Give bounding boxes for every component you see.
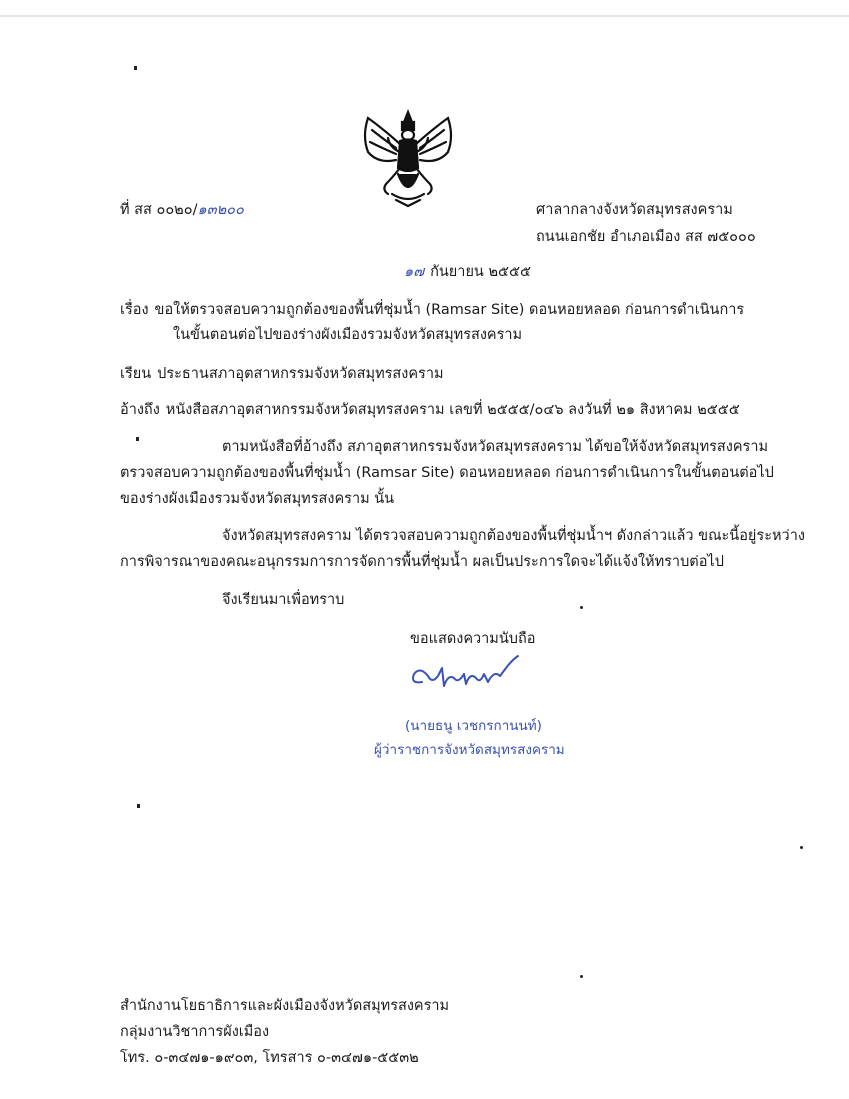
- scan-edge: [0, 15, 849, 17]
- recipient: ประธานสภาอุตสาหกรรมจังหวัดสมุทรสงคราม: [157, 366, 444, 382]
- handwritten-signature: [408, 654, 524, 694]
- scan-speck: [137, 804, 140, 808]
- scan-speck: [136, 437, 139, 441]
- date-month-year: กันยายน ๒๕๕๕: [430, 264, 531, 280]
- subject-label: เรื่อง: [120, 302, 149, 318]
- reference-to-text: หนังสือสภาอุตสาหกรรมจังหวัดสมุทรสงคราม เลขที่ ๒๕๕๕/๐๔๖ ลงวันที่ ๒๑ สิงหาคม ๒๕๕๕: [165, 402, 740, 418]
- paragraph1-line3: ของร่างผังเมืองรวมจังหวัดสมุทรสงคราม นั้น: [120, 491, 395, 507]
- subject-line1: ขอให้ตรวจสอบความถูกต้องของพื้นที่ชุ่มน้ำ (Ramsar Site) ดอนหอยหลอด ก่อนการดำเนินการ: [154, 302, 745, 318]
- scan-speck: [800, 846, 803, 849]
- reference-label: ที่ สส ๐๐๒๐/: [120, 202, 198, 218]
- footer-division: กลุ่มงานวิชาการผังเมือง: [120, 1024, 270, 1040]
- paragraph2-line2: การพิจารณาของคณะอนุกรรมการการจัดการพื้นที่ชุ่มน้ำ ผลเป็นประการใดจะได้แจ้งให้ทราบต่อไป: [120, 554, 724, 570]
- sender-address-line1: ศาลากลางจังหวัดสมุทรสงคราม: [536, 202, 733, 218]
- handwritten-reference: ๑๓๒๐๐: [197, 202, 244, 218]
- garuda-emblem: [356, 108, 460, 210]
- letter-date: [404, 260, 531, 283]
- subject: [120, 298, 744, 321]
- scan-speck: [580, 975, 583, 978]
- reference-number: [120, 198, 244, 221]
- salutation-label: เรียน: [120, 366, 152, 382]
- sender-address-line2: ถนนเอกชัย อำเภอเมือง สส ๗๕๐๐๐: [536, 229, 756, 245]
- paragraph3: จึงเรียนมาเพื่อทราบ: [222, 592, 345, 608]
- reference-to-label: อ้างถึง: [120, 402, 160, 418]
- footer-office: สำนักงานโยธาธิการและผังเมืองจังหวัดสมุทรสงคราม: [120, 998, 450, 1014]
- salutation: [120, 362, 444, 385]
- handwritten-day: ๑๗: [404, 264, 425, 280]
- footer-contact: โทร. ๐-๓๔๗๑-๑๙๐๓, โทรสาร ๐-๓๔๗๑-๕๕๓๒: [120, 1050, 419, 1066]
- scan-speck: [580, 606, 583, 609]
- paragraph1-line2: ตรวจสอบความถูกต้องของพื้นที่ชุ่มน้ำ (Ramsar Site) ดอนหอยหลอด ก่อนการดำเนินการในขั้นตอนต่อไป: [120, 465, 774, 481]
- subject-line2: ในขั้นตอนต่อไปของร่างผังเมืองรวมจังหวัดสมุทรสงคราม: [173, 327, 523, 343]
- paragraph1-line1: ตามหนังสือที่อ้างถึง สภาอุตสาหกรรมจังหวัดสมุทรสงคราม ได้ขอให้จังหวัดสมุทรสงคราม: [222, 439, 769, 455]
- closing: ขอแสดงความนับถือ: [410, 631, 536, 647]
- signer-name: (นายธนู เวชกรกานนท์): [405, 718, 542, 734]
- scan-speck: [134, 66, 137, 70]
- signer-title: ผู้ว่าราชการจังหวัดสมุทรสงคราม: [374, 742, 565, 758]
- reference-to: [120, 398, 740, 421]
- paragraph2-line1: จังหวัดสมุทรสงคราม ได้ตรวจสอบความถูกต้องของพื้นที่ชุ่มน้ำฯ ดังกล่าวแล้ว ขณะนี้อยู่ระหว่าง: [222, 528, 805, 544]
